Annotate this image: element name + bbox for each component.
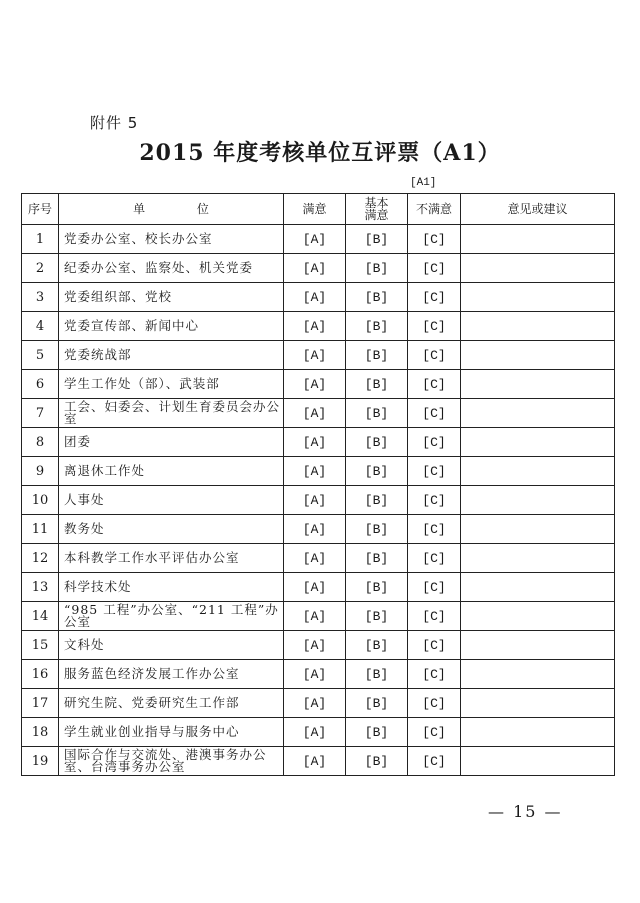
header-satisfied: 满意 (284, 194, 346, 225)
option-a-satisfied[interactable]: [A] (284, 689, 346, 718)
row-unit-name: 团委 (59, 428, 284, 457)
table-header-row (22, 194, 615, 225)
row-number: 10 (22, 486, 59, 515)
comment-cell[interactable] (461, 660, 615, 689)
comment-cell[interactable] (461, 515, 615, 544)
table-row (22, 515, 615, 544)
option-b-basic-satisfied[interactable]: [B] (346, 660, 408, 689)
option-c-unsatisfied[interactable]: [C] (408, 718, 461, 747)
comment-cell[interactable] (461, 370, 615, 399)
option-b-basic-satisfied[interactable]: [B] (346, 312, 408, 341)
table-row (22, 312, 615, 341)
comment-cell[interactable] (461, 457, 615, 486)
option-c-unsatisfied[interactable]: [C] (408, 457, 461, 486)
table-row (22, 573, 615, 602)
comment-cell[interactable] (461, 631, 615, 660)
option-a-satisfied[interactable]: [A] (284, 225, 346, 254)
row-number: 8 (22, 428, 59, 457)
option-c-unsatisfied[interactable]: [C] (408, 486, 461, 515)
header-no: 序号 (22, 194, 59, 225)
row-number: 7 (22, 399, 59, 428)
table-row (22, 341, 615, 370)
option-c-unsatisfied[interactable]: [C] (408, 631, 461, 660)
option-c-unsatisfied[interactable]: [C] (408, 602, 461, 631)
option-a-satisfied[interactable]: [A] (284, 515, 346, 544)
comment-cell[interactable] (461, 428, 615, 457)
comment-cell[interactable] (461, 747, 615, 776)
row-number: 3 (22, 283, 59, 312)
comment-cell[interactable] (461, 486, 615, 515)
row-unit-name: 工会、妇委会、计划生育委员会办公室 (59, 399, 284, 428)
header-basic-satisfied (346, 194, 408, 225)
option-c-unsatisfied[interactable]: [C] (408, 689, 461, 718)
option-b-basic-satisfied[interactable]: [B] (346, 370, 408, 399)
row-unit-name: 文科处 (59, 631, 284, 660)
row-unit-name: 本科教学工作水平评估办公室 (59, 544, 284, 573)
table-row (22, 428, 615, 457)
row-number: 13 (22, 573, 59, 602)
option-a-satisfied[interactable]: [A] (284, 747, 346, 776)
comment-cell[interactable] (461, 718, 615, 747)
option-b-basic-satisfied[interactable]: [B] (346, 718, 408, 747)
row-number: 1 (22, 225, 59, 254)
table-row (22, 689, 615, 718)
option-c-unsatisfied[interactable]: [C] (408, 254, 461, 283)
option-a-satisfied[interactable]: [A] (284, 457, 346, 486)
option-a-satisfied[interactable]: [A] (284, 660, 346, 689)
table-row (22, 399, 615, 428)
table-row (22, 544, 615, 573)
option-a-satisfied[interactable]: [A] (284, 544, 346, 573)
option-a-satisfied[interactable]: [A] (284, 341, 346, 370)
header-unsatisfied: 不满意 (408, 194, 461, 225)
page-number: — 15 — (488, 802, 563, 821)
table-row (22, 602, 615, 631)
option-a-satisfied[interactable]: [A] (284, 399, 346, 428)
header-comments: 意见或建议 (461, 194, 615, 225)
table-row (22, 660, 615, 689)
row-unit-name: 纪委办公室、监察处、机关党委 (59, 254, 284, 283)
option-c-unsatisfied[interactable]: [C] (408, 428, 461, 457)
row-number: 9 (22, 457, 59, 486)
row-number: 18 (22, 718, 59, 747)
option-c-unsatisfied[interactable]: [C] (408, 341, 461, 370)
option-c-unsatisfied[interactable]: [C] (408, 544, 461, 573)
option-b-basic-satisfied[interactable]: [B] (346, 399, 408, 428)
option-c-unsatisfied[interactable]: [C] (408, 515, 461, 544)
comment-cell[interactable] (461, 225, 615, 254)
option-c-unsatisfied[interactable]: [C] (408, 283, 461, 312)
row-unit-name: 学生工作处（部）、武装部 (59, 370, 284, 399)
option-a-satisfied[interactable]: [A] (284, 428, 346, 457)
row-unit-name: 党委宣传部、新闻中心 (59, 312, 284, 341)
row-number: 19 (22, 747, 59, 776)
option-b-basic-satisfied[interactable]: [B] (346, 254, 408, 283)
row-number: 12 (22, 544, 59, 573)
evaluation-table (21, 193, 615, 776)
comment-cell[interactable] (461, 573, 615, 602)
option-c-unsatisfied[interactable]: [C] (408, 225, 461, 254)
row-number: 5 (22, 341, 59, 370)
option-b-basic-satisfied[interactable]: [B] (346, 602, 408, 631)
comment-cell[interactable] (461, 341, 615, 370)
option-b-basic-satisfied[interactable]: [B] (346, 486, 408, 515)
option-c-unsatisfied[interactable]: [C] (408, 312, 461, 341)
option-a-satisfied[interactable]: [A] (284, 573, 346, 602)
table-row (22, 254, 615, 283)
option-a-satisfied[interactable]: [A] (284, 283, 346, 312)
table-row (22, 747, 615, 776)
table-row (22, 486, 615, 515)
option-c-unsatisfied[interactable]: [C] (408, 573, 461, 602)
row-unit-name: 党委统战部 (59, 341, 284, 370)
option-b-basic-satisfied[interactable]: [B] (346, 341, 408, 370)
comment-cell[interactable] (461, 544, 615, 573)
table-row (22, 631, 615, 660)
option-a-satisfied[interactable]: [A] (284, 312, 346, 341)
row-number: 14 (22, 602, 59, 631)
row-unit-name: 人事处 (59, 486, 284, 515)
option-b-basic-satisfied[interactable]: [B] (346, 515, 408, 544)
option-a-satisfied[interactable]: [A] (284, 370, 346, 399)
row-number: 2 (22, 254, 59, 283)
table-row (22, 457, 615, 486)
option-a-satisfied[interactable]: [A] (284, 602, 346, 631)
row-number: 16 (22, 660, 59, 689)
option-b-basic-satisfied[interactable]: [B] (346, 573, 408, 602)
table-row (22, 718, 615, 747)
attachment-label: 附件 5 (90, 114, 139, 132)
option-b-basic-satisfied[interactable]: [B] (346, 747, 408, 776)
row-unit-name: 党委办公室、校长办公室 (59, 225, 284, 254)
row-number: 17 (22, 689, 59, 718)
row-unit-name: 离退休工作处 (59, 457, 284, 486)
comment-cell[interactable] (461, 689, 615, 718)
form-code: [A1] (410, 177, 437, 189)
row-number: 15 (22, 631, 59, 660)
header-basic-line2: 满意 (364, 208, 389, 222)
comment-cell[interactable] (461, 283, 615, 312)
row-unit-name: 国际合作与交流处、港澳事务办公室、台湾事务办公室 (59, 747, 284, 776)
header-basic-line1: 基本 (364, 196, 389, 210)
option-c-unsatisfied[interactable]: [C] (408, 747, 461, 776)
option-a-satisfied[interactable]: [A] (284, 254, 346, 283)
option-c-unsatisfied[interactable]: [C] (408, 370, 461, 399)
header-unit: 单 位 (59, 194, 284, 225)
row-unit-name: 教务处 (59, 515, 284, 544)
option-b-basic-satisfied[interactable]: [B] (346, 631, 408, 660)
option-b-basic-satisfied[interactable]: [B] (346, 457, 408, 486)
option-b-basic-satisfied[interactable]: [B] (346, 225, 408, 254)
row-number: 4 (22, 312, 59, 341)
comment-cell[interactable] (461, 254, 615, 283)
row-unit-name: 研究生院、党委研究生工作部 (59, 689, 284, 718)
option-a-satisfied[interactable]: [A] (284, 718, 346, 747)
row-unit-name: 科学技术处 (59, 573, 284, 602)
option-b-basic-satisfied[interactable]: [B] (346, 689, 408, 718)
comment-cell[interactable] (461, 399, 615, 428)
option-a-satisfied[interactable]: [A] (284, 631, 346, 660)
option-b-basic-satisfied[interactable]: [B] (346, 544, 408, 573)
option-c-unsatisfied[interactable]: [C] (408, 660, 461, 689)
comment-cell[interactable] (461, 602, 615, 631)
row-unit-name: 学生就业创业指导与服务中心 (59, 718, 284, 747)
table-row (22, 370, 615, 399)
row-number: 6 (22, 370, 59, 399)
table-row (22, 283, 615, 312)
table-row (22, 225, 615, 254)
row-unit-name: “985 工程”办公室、“211 工程”办公室 (59, 602, 284, 631)
comment-cell[interactable] (461, 312, 615, 341)
option-a-satisfied[interactable]: [A] (284, 486, 346, 515)
option-b-basic-satisfied[interactable]: [B] (346, 428, 408, 457)
row-unit-name: 党委组织部、党校 (59, 283, 284, 312)
option-c-unsatisfied[interactable]: [C] (408, 399, 461, 428)
row-unit-name: 服务蓝色经济发展工作办公室 (59, 660, 284, 689)
page-title: 2015 年度考核单位互评票（A1） (139, 140, 501, 166)
option-b-basic-satisfied[interactable]: [B] (346, 283, 408, 312)
row-number: 11 (22, 515, 59, 544)
